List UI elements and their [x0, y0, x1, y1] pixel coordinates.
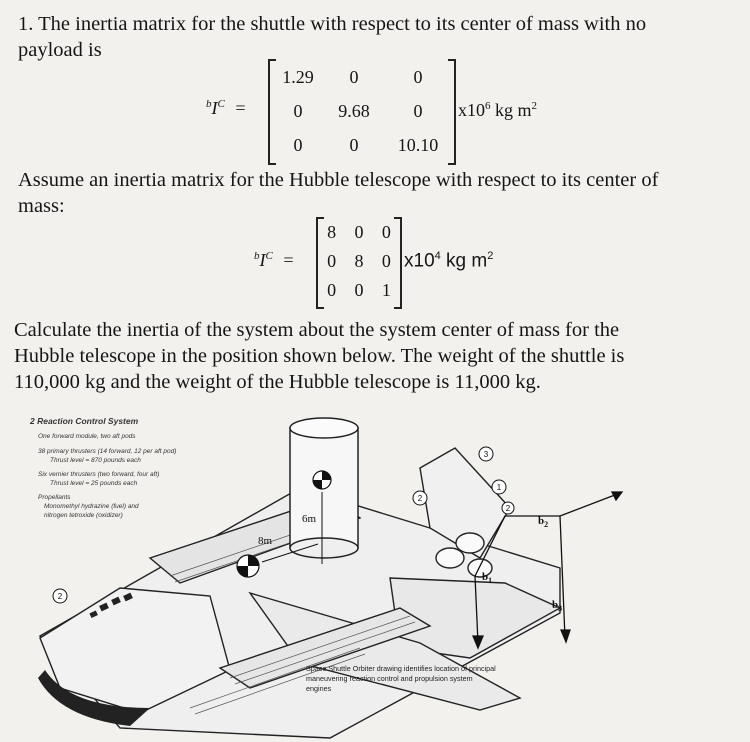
callout-2-mid-label: 2 [417, 494, 423, 503]
calc-line-3: 110,000 kg and the weight of the Hubble telescope is 11,000 kg. [14, 371, 541, 393]
matrix2-cell: 0 [327, 251, 337, 271]
dim-8m-label: 8m [258, 535, 273, 547]
problem-line-2: payload is [18, 39, 102, 61]
matrix2-cell: 1 [381, 280, 391, 300]
callout-2-nose-label: 2 [57, 592, 63, 601]
matrix1-cell: 0 [413, 66, 423, 87]
rcs-text-5: Thrust level = 25 pounds each [50, 480, 138, 487]
shuttle-figure [0, 408, 750, 742]
dim-6m-label: 6m [302, 513, 317, 525]
callout-1-label: 1 [496, 483, 502, 492]
matrix1-cell: 0 [349, 66, 359, 87]
rcs-text-6: Propellants [38, 494, 71, 501]
matrix2-cell: 0 [381, 251, 391, 271]
rcs-title: 2 Reaction Control System [30, 416, 139, 426]
caption-line-2: maneuvering reaction control and propulsion system [306, 674, 473, 683]
matrix1-cell: 9.68 [338, 100, 370, 121]
matrix2-units: $x10^4$ kg $m^2$ [404, 250, 494, 272]
axis-b3-label: $b_3$ [552, 599, 563, 613]
matrix1-cell: 1.29 [282, 66, 314, 87]
matrix1-cell: 0 [293, 100, 303, 121]
matrix1-cell: 0 [413, 100, 423, 121]
matrix1-units: $x10^6$ kg $m^2$ [458, 100, 538, 120]
rcs-text-7: Monomethyl hydrazine (fuel) and [44, 503, 139, 510]
matrix1-cell: 0 [349, 134, 359, 155]
shuttle-cm-marker [237, 555, 259, 577]
matrix2-cell: 0 [327, 280, 337, 300]
rcs-text-1: One forward module, two aft pods [38, 433, 136, 440]
matrix2 [316, 218, 402, 308]
matrix1-cell: 10.10 [397, 134, 439, 155]
hubble-cm-marker [313, 471, 331, 489]
caption-line-3: engines [306, 684, 332, 693]
matrix1-cell: 0 [293, 134, 303, 155]
axis-b2-label: $b_2$ [538, 515, 549, 529]
matrix2-cell: 8 [354, 251, 364, 271]
matrix2-cell: 0 [354, 280, 364, 300]
rcs-text-8: nitrogen tetroxide (oxidizer) [44, 512, 123, 519]
rcs-text-3: Thrust level = 870 pounds each [50, 457, 141, 464]
rcs-text-2: 38 primary thrusters (14 forward, 12 per aft pod) [38, 448, 177, 455]
matrix2-cell: 0 [354, 222, 364, 242]
calc-line-1: Calculate the inertia of the system about the system center of mass for the [14, 319, 620, 341]
matrix1 [268, 60, 456, 164]
matrix2-label: $^bI^C$ = [254, 250, 294, 270]
callout-3-top-label: 3 [483, 450, 489, 459]
axis-b1-label: $b_1$ [482, 571, 493, 585]
callout-2-right-label: 2 [505, 504, 511, 513]
matrix1-label: $^bI^C$ = [206, 98, 246, 118]
matrix2-cell: 8 [327, 222, 337, 242]
caption-line-1: Space Shuttle Orbiter drawing identifies location of principal [306, 664, 496, 673]
assume-line-1: Assume an inertia matrix for the Hubble telescope with respect to its center of [18, 169, 659, 191]
matrix2-cell: 0 [381, 222, 391, 242]
problem-line-1: 1. The inertia matrix for the shuttle with respect to its center of mass with no [18, 13, 647, 35]
assume-line-2: mass: [18, 195, 65, 217]
rcs-text-4: Six vernier thrusters (two forward, four aft) [38, 471, 160, 478]
calc-line-2: Hubble telescope in the position shown below. The weight of the shuttle is [14, 345, 625, 367]
